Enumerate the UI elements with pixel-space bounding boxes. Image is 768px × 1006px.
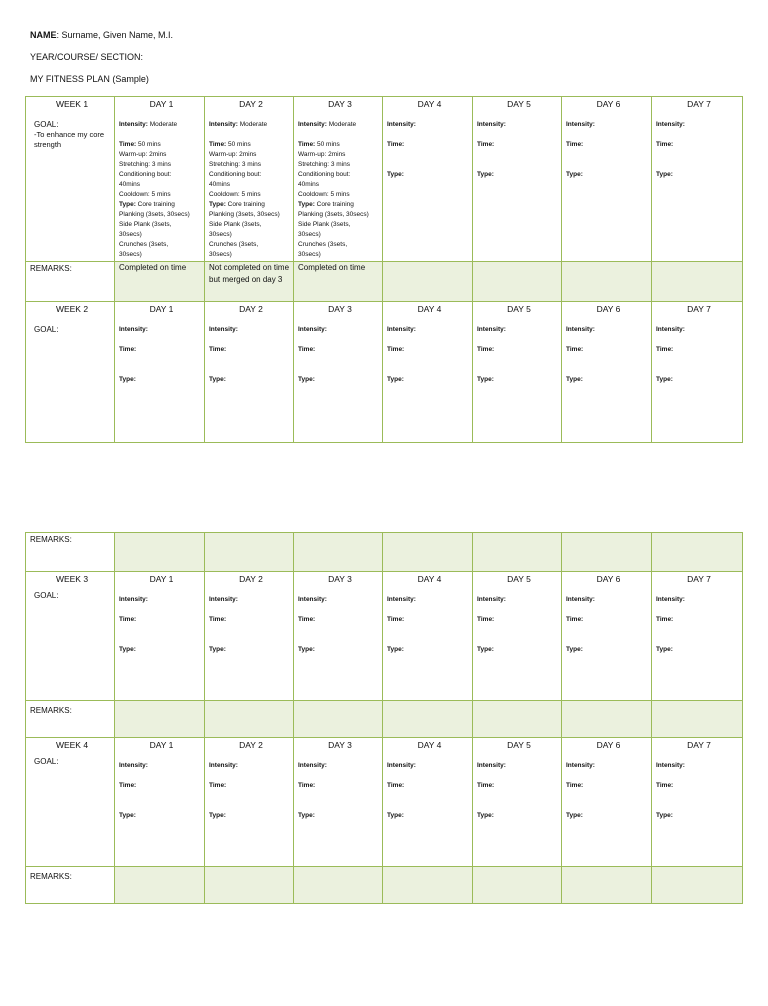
type-label: Type:	[387, 171, 404, 178]
day-label: DAY 7	[687, 99, 711, 109]
type-label: Type:	[209, 812, 226, 819]
week4-day2-remark	[205, 867, 294, 904]
time-label: Time:	[387, 782, 405, 789]
week4-day1-cell	[115, 738, 205, 867]
type-label: Type:	[387, 376, 404, 383]
week1-day6-cell	[562, 97, 652, 262]
exercise-list: Planking (3sets, 30secs) Side Plank (3sets, 30secs) Crunches (3sets, 30secs)	[209, 211, 280, 258]
time-details: Warm-up: 2mins Stretching: 3 mins Conditioning bout: 40mins Cooldown: 5 mins	[209, 151, 262, 198]
type-label: Type:	[387, 812, 404, 819]
intensity-label: Intensity:	[566, 596, 595, 603]
type-label: Type:	[387, 646, 404, 653]
week2-day2-cell	[205, 302, 294, 443]
intensity-label: Intensity:	[209, 121, 238, 128]
time-label: Time:	[298, 346, 316, 353]
time-label: Time:	[387, 346, 405, 353]
time-label: Time:	[566, 346, 584, 353]
type-value: Core training	[314, 201, 354, 208]
time-label: Time:	[298, 782, 316, 789]
day-label: DAY 1	[149, 740, 174, 750]
week2-day7-remark	[652, 533, 743, 572]
week4-day4-remark	[383, 867, 473, 904]
week-title: WEEK 3	[55, 574, 89, 584]
time-label: Time:	[298, 616, 316, 623]
week3-cell	[26, 572, 115, 701]
time-label: Time:	[656, 616, 674, 623]
time-label: Time:	[387, 141, 405, 148]
time-label: Time:	[119, 616, 137, 623]
type-label: Type:	[209, 376, 226, 383]
intensity-value: Moderate	[326, 121, 357, 128]
intensity-value: Moderate	[237, 121, 268, 128]
day-label: DAY 6	[596, 304, 621, 314]
time-label: Time:	[477, 346, 495, 353]
intensity-field	[119, 120, 204, 130]
type-field	[298, 200, 382, 210]
day-label: DAY 7	[687, 304, 711, 314]
day-label: DAY 3	[328, 740, 352, 750]
intensity-label: Intensity:	[477, 762, 506, 769]
week2-day1-cell	[115, 302, 205, 443]
section-line	[30, 52, 143, 62]
week-title: WEEK 1	[55, 99, 89, 109]
intensity-label: Intensity:	[209, 762, 238, 769]
plan-label: MY FITNESS PLAN	[30, 74, 110, 84]
type-label: Type:	[298, 376, 315, 383]
time-label: Time:	[477, 616, 495, 623]
time-details: Warm-up: 2mins Stretching: 3 mins Conditioning bout: 40mins Cooldown: 5 mins	[298, 151, 351, 198]
week1-cell	[26, 97, 115, 262]
type-value: Core training	[135, 201, 175, 208]
week2-day3-cell	[294, 302, 383, 443]
intensity-label: Intensity:	[566, 121, 595, 128]
remarks-label: REMARKS:	[30, 264, 72, 273]
intensity-label: Intensity:	[298, 596, 327, 603]
week1-day2-remark	[205, 262, 294, 302]
week3-day7-remark	[652, 701, 743, 738]
week1-day7-cell	[652, 97, 743, 262]
week2-remarks-row	[26, 533, 743, 572]
type-label: Type:	[477, 171, 494, 178]
week3-day7-cell	[652, 572, 743, 701]
type-label: Type:	[656, 376, 673, 383]
week2-day1-remark	[115, 533, 205, 572]
week4-day6-cell	[562, 738, 652, 867]
time-label: Time:	[656, 782, 674, 789]
type-label: Type:	[119, 376, 136, 383]
week3-day4-cell	[383, 572, 473, 701]
type-field	[209, 200, 293, 210]
type-value: Core training	[225, 201, 265, 208]
week2-day4-cell	[383, 302, 473, 443]
day-label: DAY 1	[149, 99, 174, 109]
type-label: Type:	[477, 646, 494, 653]
week1-day7-remark	[652, 262, 743, 302]
time-label: Time:	[209, 616, 227, 623]
type-label: Type:	[209, 646, 226, 653]
week4-day7-remark	[652, 867, 743, 904]
time-label: Time:	[119, 782, 137, 789]
fitness-plan-table-part2	[25, 532, 743, 904]
day-label: DAY 2	[239, 740, 263, 750]
remark-text: Completed on time	[119, 263, 187, 272]
day-label: DAY 3	[328, 99, 352, 109]
type-field	[119, 200, 204, 210]
week3-day2-remark	[205, 701, 294, 738]
day-label: DAY 6	[596, 99, 621, 109]
intensity-value: Moderate	[147, 121, 178, 128]
week2-cell	[26, 302, 115, 443]
intensity-label: Intensity:	[298, 762, 327, 769]
goal-text: -To enhance my core strength	[34, 130, 105, 149]
week-title: WEEK 4	[55, 740, 89, 750]
time-label: Time:	[209, 141, 227, 148]
time-label: Time:	[119, 346, 137, 353]
intensity-label: Intensity:	[387, 596, 416, 603]
time-label: Time:	[209, 782, 227, 789]
time-label: Time:	[566, 141, 584, 148]
week3-day1-remark	[115, 701, 205, 738]
time-label: Time:	[119, 141, 137, 148]
week1-day2-cell	[205, 97, 294, 262]
week4-remarks-row	[26, 867, 743, 904]
day-label: DAY 4	[417, 740, 442, 750]
time-details: Warm-up: 2mins Stretching: 3 mins Conditioning bout: 40mins Cooldown: 5 mins	[119, 151, 172, 198]
remarks-label-cell	[26, 533, 115, 572]
remarks-label-cell	[26, 867, 115, 904]
day-label: DAY 6	[596, 740, 621, 750]
remarks-label: REMARKS:	[30, 706, 72, 715]
time-label: Time:	[656, 141, 674, 148]
week1-row	[26, 97, 743, 262]
type-label: Type:	[119, 201, 136, 208]
week1-remarks-row	[26, 262, 743, 302]
remark-text: Completed on time	[298, 263, 366, 272]
intensity-label: Intensity:	[656, 596, 685, 603]
remarks-label-cell	[26, 701, 115, 738]
week1-day5-cell	[473, 97, 562, 262]
week4-day1-remark	[115, 867, 205, 904]
intensity-field	[209, 120, 293, 130]
section-label: YEAR/COURSE/ SECTION:	[30, 52, 144, 62]
week3-remarks-row	[26, 701, 743, 738]
intensity-label: Intensity:	[477, 326, 506, 333]
intensity-label: Intensity:	[387, 762, 416, 769]
week3-day6-remark	[562, 701, 652, 738]
week1-day1-cell	[115, 97, 205, 262]
week3-day4-remark	[383, 701, 473, 738]
day-label: DAY 5	[507, 304, 531, 314]
intensity-label: Intensity:	[209, 326, 238, 333]
type-label: Type:	[298, 812, 315, 819]
intensity-label: Intensity:	[387, 121, 416, 128]
name-value: : Surname, Given Name, M.I.	[56, 30, 174, 40]
type-label: Type:	[566, 376, 583, 383]
intensity-label: Intensity:	[656, 121, 685, 128]
week4-day5-cell	[473, 738, 562, 867]
exercise-list: Planking (3sets, 30secs) Side Plank (3sets, 30secs) Crunches (3sets, 30secs)	[119, 211, 190, 258]
intensity-label: Intensity:	[656, 326, 685, 333]
goal-label: GOAL:	[34, 591, 59, 600]
intensity-label: Intensity:	[298, 121, 327, 128]
time-label: Time:	[477, 782, 495, 789]
remark-text: Not completed on time but merged on day 3	[209, 263, 290, 284]
week2-day7-cell	[652, 302, 743, 443]
week1-day1-remark	[115, 262, 205, 302]
type-label: Type:	[119, 812, 136, 819]
week3-day1-cell	[115, 572, 205, 701]
intensity-label: Intensity:	[387, 326, 416, 333]
week1-day4-cell	[383, 97, 473, 262]
day-label: DAY 3	[328, 574, 352, 584]
day-label: DAY 7	[687, 574, 711, 584]
remarks-label: REMARKS:	[30, 872, 72, 881]
week3-day3-cell	[294, 572, 383, 701]
week2-day6-cell	[562, 302, 652, 443]
time-label: Time:	[477, 141, 495, 148]
day-label: DAY 6	[596, 574, 621, 584]
week3-day3-remark	[294, 701, 383, 738]
time-value: 50 mins	[136, 141, 161, 148]
week1-day4-remark	[383, 262, 473, 302]
type-label: Type:	[656, 812, 673, 819]
type-label: Type:	[656, 171, 673, 178]
intensity-label: Intensity:	[119, 121, 148, 128]
time-label: Time:	[566, 616, 584, 623]
type-label: Type:	[656, 646, 673, 653]
time-field	[298, 140, 382, 150]
week1-day5-remark	[473, 262, 562, 302]
type-label: Type:	[209, 201, 226, 208]
goal-label: GOAL:	[34, 757, 59, 766]
fitness-plan-table-part1	[25, 96, 743, 443]
goal-label: GOAL:	[34, 325, 59, 334]
week2-day4-remark	[383, 533, 473, 572]
time-value: 50 mins	[226, 141, 251, 148]
week4-day7-cell	[652, 738, 743, 867]
day-label: DAY 5	[507, 740, 531, 750]
week4-day6-remark	[562, 867, 652, 904]
day-label: DAY 5	[507, 574, 531, 584]
week2-day3-remark	[294, 533, 383, 572]
week4-day4-cell	[383, 738, 473, 867]
intensity-label: Intensity:	[566, 326, 595, 333]
day-label: DAY 1	[149, 304, 174, 314]
week4-cell	[26, 738, 115, 867]
week1-day3-cell	[294, 97, 383, 262]
remarks-label: REMARKS:	[30, 535, 72, 544]
week1-day6-remark	[562, 262, 652, 302]
intensity-label: Intensity:	[298, 326, 327, 333]
day-label: DAY 2	[239, 99, 263, 109]
intensity-label: Intensity:	[119, 762, 148, 769]
intensity-field	[298, 120, 382, 130]
remarks-label-cell	[26, 262, 115, 302]
type-label: Type:	[298, 201, 315, 208]
day-label: DAY 1	[149, 574, 174, 584]
week2-day5-cell	[473, 302, 562, 443]
intensity-label: Intensity:	[477, 121, 506, 128]
plan-title-line	[30, 74, 149, 84]
intensity-label: Intensity:	[119, 596, 148, 603]
name-line	[30, 30, 173, 40]
day-label: DAY 4	[417, 304, 442, 314]
intensity-label: Intensity:	[119, 326, 148, 333]
intensity-label: Intensity:	[209, 596, 238, 603]
type-label: Type:	[477, 812, 494, 819]
week2-day5-remark	[473, 533, 562, 572]
week4-day3-remark	[294, 867, 383, 904]
intensity-label: Intensity:	[566, 762, 595, 769]
plan-note: (Sample)	[109, 74, 149, 84]
week2-day2-remark	[205, 533, 294, 572]
day-label: DAY 5	[507, 99, 531, 109]
week3-day2-cell	[205, 572, 294, 701]
week3-day5-cell	[473, 572, 562, 701]
time-label: Time:	[566, 782, 584, 789]
day-label: DAY 4	[417, 99, 442, 109]
time-label: Time:	[209, 346, 227, 353]
week3-row	[26, 572, 743, 701]
exercise-list: Planking (3sets, 30secs) Side Plank (3sets, 30secs) Crunches (3sets, 30secs)	[298, 211, 369, 258]
type-label: Type:	[298, 646, 315, 653]
week4-day3-cell	[294, 738, 383, 867]
week4-row	[26, 738, 743, 867]
type-label: Type:	[477, 376, 494, 383]
week4-day5-remark	[473, 867, 562, 904]
day-label: DAY 2	[239, 574, 263, 584]
name-label: NAME	[30, 30, 57, 40]
week2-row	[26, 302, 743, 443]
week3-day5-remark	[473, 701, 562, 738]
week-title: WEEK 2	[55, 304, 89, 314]
type-label: Type:	[566, 812, 583, 819]
time-field	[119, 140, 204, 150]
time-label: Time:	[387, 616, 405, 623]
week1-day3-remark	[294, 262, 383, 302]
intensity-label: Intensity:	[477, 596, 506, 603]
time-field	[209, 140, 293, 150]
type-label: Type:	[566, 646, 583, 653]
time-value: 50 mins	[315, 141, 340, 148]
day-label: DAY 4	[417, 574, 442, 584]
type-label: Type:	[119, 646, 136, 653]
week4-day2-cell	[205, 738, 294, 867]
time-label: Time:	[656, 346, 674, 353]
intensity-label: Intensity:	[656, 762, 685, 769]
day-label: DAY 7	[687, 740, 711, 750]
week3-day6-cell	[562, 572, 652, 701]
week2-day6-remark	[562, 533, 652, 572]
day-label: DAY 3	[328, 304, 352, 314]
time-label: Time:	[298, 141, 316, 148]
goal-label: GOAL:	[34, 120, 59, 129]
day-label: DAY 2	[239, 304, 263, 314]
type-label: Type:	[566, 171, 583, 178]
